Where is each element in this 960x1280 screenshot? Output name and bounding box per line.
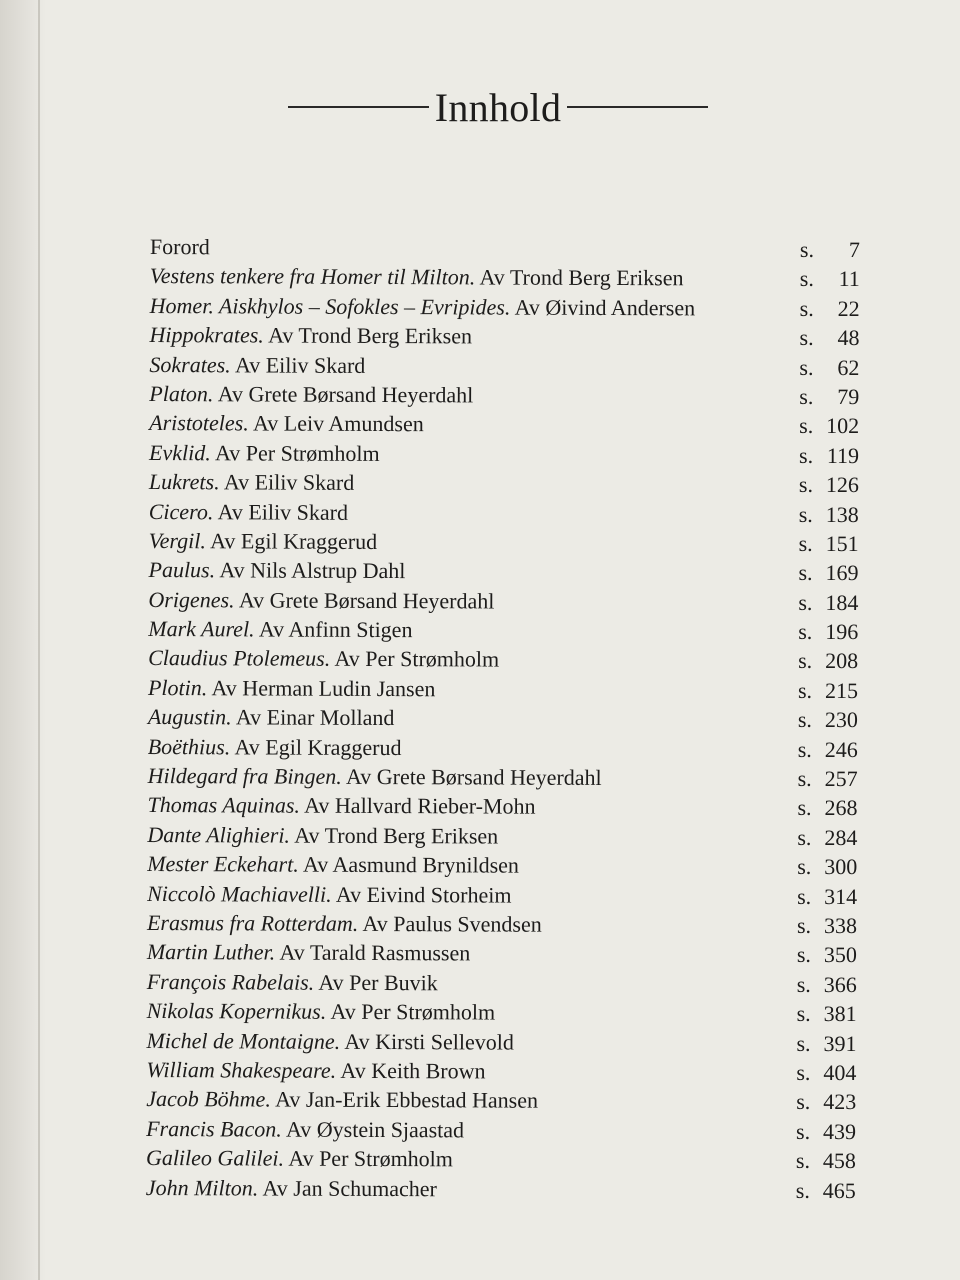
toc-entry bbox=[146, 1086, 856, 1118]
toc-page-ref bbox=[799, 354, 859, 380]
toc-entry-text bbox=[148, 616, 798, 645]
toc-author: Av Kirsti Sellevold bbox=[340, 1028, 514, 1055]
page-number: 391 bbox=[823, 1030, 857, 1056]
page-number: 300 bbox=[824, 854, 858, 880]
toc-page-ref bbox=[796, 1119, 856, 1145]
page-prefix: s. bbox=[797, 677, 813, 703]
toc-work-title: Francis Bacon. bbox=[146, 1115, 282, 1142]
toc-entry-text bbox=[146, 1116, 796, 1145]
toc-author: Av Øivind Andersen bbox=[510, 294, 696, 321]
toc-work-title: Michel de Montaigne. bbox=[146, 1027, 341, 1054]
toc-work-title: Aristoteles. bbox=[149, 410, 249, 436]
toc-work-title: Augustin. bbox=[147, 704, 232, 730]
toc-author: Av Per Strømholm bbox=[326, 998, 496, 1025]
toc-work-title: Mark Aurel. bbox=[148, 616, 255, 642]
page-number: 215 bbox=[824, 677, 859, 703]
page-number: 7 bbox=[848, 237, 860, 263]
page-prefix: s. bbox=[799, 266, 814, 292]
toc-work-title: Hippokrates. bbox=[149, 322, 264, 348]
toc-page-ref bbox=[800, 296, 860, 322]
toc-work-title: Claudius Ptolemeus. bbox=[148, 645, 331, 672]
toc-entry-text bbox=[146, 1028, 796, 1057]
toc-entry bbox=[147, 851, 857, 883]
toc-entry-text bbox=[149, 469, 799, 498]
toc-work-title: Origenes. bbox=[148, 586, 235, 613]
page-prefix: s. bbox=[799, 413, 814, 439]
toc-author: Av Grete Børsand Heyerdahl bbox=[341, 763, 602, 791]
toc-entry-text bbox=[150, 234, 800, 263]
toc-entry-text bbox=[149, 440, 799, 469]
toc-author: Av Per Strømholm bbox=[210, 440, 380, 466]
toc-entry-text bbox=[147, 822, 797, 851]
page-number: 22 bbox=[837, 295, 860, 321]
toc-entry-text bbox=[146, 1086, 796, 1115]
page-number: 126 bbox=[825, 472, 859, 498]
toc-page-ref bbox=[797, 825, 857, 851]
toc-entry bbox=[147, 939, 857, 971]
toc-page-ref bbox=[797, 883, 857, 909]
toc-author: Av Keith Brown bbox=[336, 1057, 486, 1084]
page-prefix: s. bbox=[795, 1147, 811, 1173]
toc-author: Av Eiliv Skard bbox=[219, 469, 355, 496]
toc-page-ref bbox=[797, 1001, 857, 1027]
toc-page-ref bbox=[799, 325, 859, 351]
toc-entry bbox=[149, 469, 859, 501]
toc-page-ref bbox=[800, 266, 860, 292]
toc-entry-text bbox=[147, 939, 797, 968]
toc-page-ref bbox=[799, 472, 859, 498]
page-number: 314 bbox=[824, 883, 858, 909]
toc-author: Av Eiliv Skard bbox=[213, 498, 349, 525]
toc-entry bbox=[146, 1174, 856, 1206]
contents-heading bbox=[288, 82, 708, 132]
toc-page-ref bbox=[796, 1089, 856, 1115]
page-number: 48 bbox=[837, 325, 860, 351]
toc-work-title: Forord bbox=[149, 234, 210, 260]
toc-author: Av Leiv Amundsen bbox=[248, 410, 424, 437]
toc-page-ref bbox=[799, 413, 859, 439]
page-number: 102 bbox=[826, 413, 860, 439]
toc-entry bbox=[148, 587, 858, 619]
page-number: 246 bbox=[824, 736, 858, 762]
toc-author: Av Jan-Erik Ebbestad Hansen bbox=[270, 1086, 539, 1114]
toc-work-title: Vergil. bbox=[148, 527, 206, 554]
toc-author: Av Per Strømholm bbox=[330, 646, 500, 672]
toc-entry bbox=[146, 1028, 856, 1060]
toc-author: Av Herman Ludin Jansen bbox=[207, 675, 436, 702]
toc-entry bbox=[148, 763, 858, 795]
toc-work-title: François Rabelais. bbox=[146, 968, 315, 995]
page-number: 366 bbox=[823, 971, 857, 997]
toc-entry bbox=[148, 704, 858, 736]
toc-page-ref bbox=[799, 531, 859, 557]
page-prefix: s. bbox=[796, 1000, 811, 1027]
page-title: Innhold bbox=[434, 84, 562, 130]
toc-author: Av Hallvard Rieber-Mohn bbox=[299, 793, 536, 820]
toc-page-ref bbox=[798, 736, 858, 762]
toc-entry-text bbox=[149, 410, 799, 439]
toc-entry bbox=[146, 1057, 856, 1089]
toc-author: Av Nils Alstrup Dahl bbox=[215, 557, 406, 584]
page-prefix: s. bbox=[796, 942, 811, 968]
toc-page-ref bbox=[797, 854, 857, 880]
page-prefix: s. bbox=[797, 795, 812, 821]
toc-entry bbox=[148, 675, 858, 707]
toc-page-ref bbox=[800, 237, 860, 263]
toc-entry-text bbox=[150, 263, 800, 292]
toc-work-title: Platon. bbox=[149, 380, 214, 407]
toc-author: Av Trond Berg Eriksen bbox=[289, 822, 499, 849]
toc-entry-text bbox=[147, 998, 797, 1027]
toc-entry-text bbox=[149, 528, 799, 557]
toc-work-title: Vestens tenkere fra Homer til Milton. bbox=[149, 263, 476, 290]
page-number: 465 bbox=[822, 1177, 856, 1203]
page-prefix: s. bbox=[797, 883, 812, 909]
toc-entry bbox=[149, 322, 859, 354]
toc-work-title: Dante Alighieri. bbox=[147, 821, 291, 848]
toc-page-ref bbox=[797, 972, 857, 998]
page-number: 62 bbox=[837, 354, 860, 380]
toc-author: Av Per Buvik bbox=[314, 969, 438, 996]
page-number: 151 bbox=[825, 530, 859, 557]
toc-page-ref bbox=[797, 795, 857, 821]
toc-work-title: Mester Eckehart. bbox=[147, 851, 299, 877]
toc-work-title: Jacob Böhme. bbox=[146, 1086, 271, 1112]
toc-author: Av Eivind Storheim bbox=[331, 881, 512, 908]
page-prefix: s. bbox=[798, 648, 813, 674]
toc-entry-text bbox=[149, 381, 799, 410]
toc-work-title: John Milton. bbox=[145, 1174, 259, 1200]
toc-author: Av Einar Molland bbox=[231, 704, 395, 731]
toc-page-ref bbox=[798, 766, 858, 792]
toc-author: Av Aasmund Brynildsen bbox=[298, 851, 520, 878]
toc-author: Av Anfinn Stigen bbox=[254, 616, 413, 643]
page-prefix: s. bbox=[796, 1059, 811, 1085]
page-number: 439 bbox=[823, 1118, 857, 1144]
toc-entry-text bbox=[147, 851, 797, 880]
toc-entry bbox=[147, 998, 857, 1030]
toc-entry-text bbox=[150, 322, 800, 351]
toc-work-title: Cicero. bbox=[148, 498, 214, 524]
page-prefix: s. bbox=[797, 765, 812, 791]
page-number: 350 bbox=[823, 942, 857, 968]
toc-entry bbox=[147, 910, 857, 942]
page-number: 196 bbox=[825, 619, 859, 645]
page-number: 381 bbox=[823, 1001, 857, 1027]
toc-work-title: Niccolò Machiavelli. bbox=[147, 880, 332, 907]
page-prefix: s. bbox=[798, 471, 814, 498]
toc-entry bbox=[149, 352, 859, 384]
page-prefix: s. bbox=[798, 589, 813, 615]
toc-entry bbox=[149, 528, 859, 560]
page-prefix: s. bbox=[799, 236, 815, 262]
toc-author: Av Egil Kraggerud bbox=[205, 528, 378, 554]
page-number: 284 bbox=[824, 824, 858, 850]
toc-page-ref bbox=[797, 942, 857, 968]
page-prefix: s. bbox=[797, 707, 813, 733]
page-number: 230 bbox=[824, 707, 858, 733]
toc-work-title: William Shakespeare. bbox=[146, 1056, 337, 1083]
toc-entry bbox=[148, 616, 858, 648]
toc-entry bbox=[147, 792, 857, 824]
page-prefix: s. bbox=[798, 618, 813, 644]
toc-work-title: Homer. Aiskhylos – Sofokles – Evripides. bbox=[149, 292, 511, 320]
page-prefix: s. bbox=[796, 1089, 811, 1115]
toc-author: Av Eiliv Skard bbox=[230, 351, 366, 378]
toc-entry-text bbox=[148, 763, 798, 792]
toc-author: Av Grete Børsand Heyerdahl bbox=[213, 381, 474, 408]
toc-entry bbox=[148, 557, 858, 589]
toc-page-ref bbox=[798, 619, 858, 645]
toc-entry bbox=[149, 440, 859, 472]
page-prefix: s. bbox=[796, 912, 812, 938]
page-number: 79 bbox=[837, 383, 860, 410]
toc-author: Av Tarald Rasmussen bbox=[275, 939, 471, 966]
page-number: 138 bbox=[825, 501, 859, 527]
toc-page-ref bbox=[798, 648, 858, 674]
toc-page-ref bbox=[798, 560, 858, 586]
toc-entry-text bbox=[147, 910, 797, 939]
toc-entry bbox=[150, 234, 860, 266]
toc-entry-text bbox=[148, 734, 798, 763]
page-number: 338 bbox=[823, 912, 858, 939]
page-number: 119 bbox=[826, 442, 860, 468]
page-prefix: s. bbox=[798, 501, 813, 527]
page-number: 458 bbox=[822, 1148, 857, 1174]
toc-entry-text bbox=[148, 675, 798, 704]
page-prefix: s. bbox=[797, 736, 812, 762]
toc-work-title: Lukrets. bbox=[148, 469, 220, 495]
toc-author: Av Grete Børsand Heyerdahl bbox=[234, 587, 495, 614]
toc-entry-text bbox=[148, 557, 798, 586]
toc-entry-text bbox=[146, 1145, 796, 1174]
heading-rule-left bbox=[288, 106, 429, 108]
toc-entry bbox=[149, 499, 859, 531]
toc-entry-text bbox=[149, 352, 799, 381]
toc-page-ref bbox=[798, 678, 858, 704]
toc-work-title: Boëthius. bbox=[147, 733, 231, 759]
toc-author: Av Øystein Sjaastad bbox=[281, 1116, 465, 1143]
page-number: 404 bbox=[823, 1059, 857, 1086]
toc-page-ref bbox=[796, 1148, 856, 1174]
page-prefix: s. bbox=[797, 824, 812, 850]
page-prefix: s. bbox=[798, 442, 814, 468]
toc-page-ref bbox=[796, 1060, 856, 1086]
page-prefix: s. bbox=[796, 1030, 811, 1056]
page-number: 169 bbox=[825, 560, 859, 586]
toc-entry bbox=[146, 1145, 856, 1177]
page-number: 184 bbox=[825, 589, 859, 615]
toc-page-ref bbox=[798, 590, 858, 616]
toc-entry-text bbox=[148, 645, 798, 674]
toc-entry-text bbox=[146, 1057, 796, 1086]
toc-entry bbox=[149, 381, 859, 413]
toc-entry-text bbox=[148, 587, 798, 616]
toc-entry-text bbox=[147, 792, 797, 821]
toc-entry bbox=[149, 410, 859, 442]
toc-author: Av Trond Berg Eriksen bbox=[263, 322, 473, 349]
toc-work-title: Nikolas Kopernikus. bbox=[146, 998, 327, 1024]
toc-work-title: Martin Luther. bbox=[146, 939, 276, 965]
toc-author: Av Trond Berg Eriksen bbox=[475, 264, 684, 291]
page-number: 268 bbox=[824, 795, 858, 821]
toc-entry-text bbox=[150, 293, 800, 322]
toc-work-title: Galileo Galilei. bbox=[145, 1145, 285, 1171]
toc-entry bbox=[148, 645, 858, 677]
toc-author: Av Per Strømholm bbox=[284, 1145, 454, 1172]
page-prefix: s. bbox=[795, 1177, 810, 1203]
page-prefix: s. bbox=[798, 560, 813, 586]
toc-entry bbox=[150, 263, 860, 295]
toc-page-ref bbox=[797, 913, 857, 939]
toc-page-ref bbox=[799, 384, 859, 410]
toc-work-title: Plotin. bbox=[147, 674, 208, 701]
toc-page-ref bbox=[799, 501, 859, 527]
page-prefix: s. bbox=[799, 354, 814, 380]
toc-entry bbox=[150, 293, 860, 325]
toc-author: Av Jan Schumacher bbox=[258, 1174, 437, 1201]
page-number: 423 bbox=[823, 1089, 857, 1115]
toc-work-title: Sokrates. bbox=[149, 351, 231, 377]
toc-entry-text bbox=[147, 969, 797, 998]
toc-entry-text bbox=[148, 704, 798, 733]
page-prefix: s. bbox=[798, 530, 813, 556]
page-number: 257 bbox=[824, 765, 858, 792]
heading-rule-right bbox=[567, 106, 708, 108]
table-of-contents bbox=[146, 234, 860, 1207]
toc-page-ref bbox=[798, 707, 858, 733]
toc-entry-text bbox=[147, 881, 797, 910]
toc-entry-text bbox=[149, 499, 799, 528]
toc-entry bbox=[147, 881, 857, 913]
page-number: 208 bbox=[825, 648, 859, 674]
toc-work-title: Paulus. bbox=[148, 557, 216, 583]
toc-work-title: Evklid. bbox=[148, 439, 211, 466]
toc-work-title: Thomas Aquinas. bbox=[147, 792, 300, 819]
toc-entry-text bbox=[146, 1174, 796, 1203]
page-prefix: s. bbox=[796, 971, 811, 997]
toc-work-title: Hildegard fra Bingen. bbox=[147, 763, 342, 789]
page-prefix: s. bbox=[797, 854, 812, 880]
page-prefix: s. bbox=[799, 325, 814, 351]
toc-entry bbox=[147, 822, 857, 854]
toc-author: Av Paulus Svendsen bbox=[358, 910, 542, 937]
toc-entry bbox=[146, 1116, 856, 1148]
page-number: 11 bbox=[838, 266, 860, 292]
page-prefix: s. bbox=[799, 383, 814, 409]
page-prefix: s. bbox=[799, 295, 814, 321]
toc-author: Av Egil Kraggerud bbox=[230, 733, 402, 760]
toc-work-title: Erasmus fra Rotterdam. bbox=[146, 909, 359, 936]
page-prefix: s. bbox=[796, 1118, 811, 1144]
toc-page-ref bbox=[796, 1030, 856, 1056]
toc-entry bbox=[147, 969, 857, 1001]
toc-entry bbox=[148, 734, 858, 766]
toc-page-ref bbox=[799, 443, 859, 469]
toc-page-ref bbox=[796, 1177, 856, 1203]
